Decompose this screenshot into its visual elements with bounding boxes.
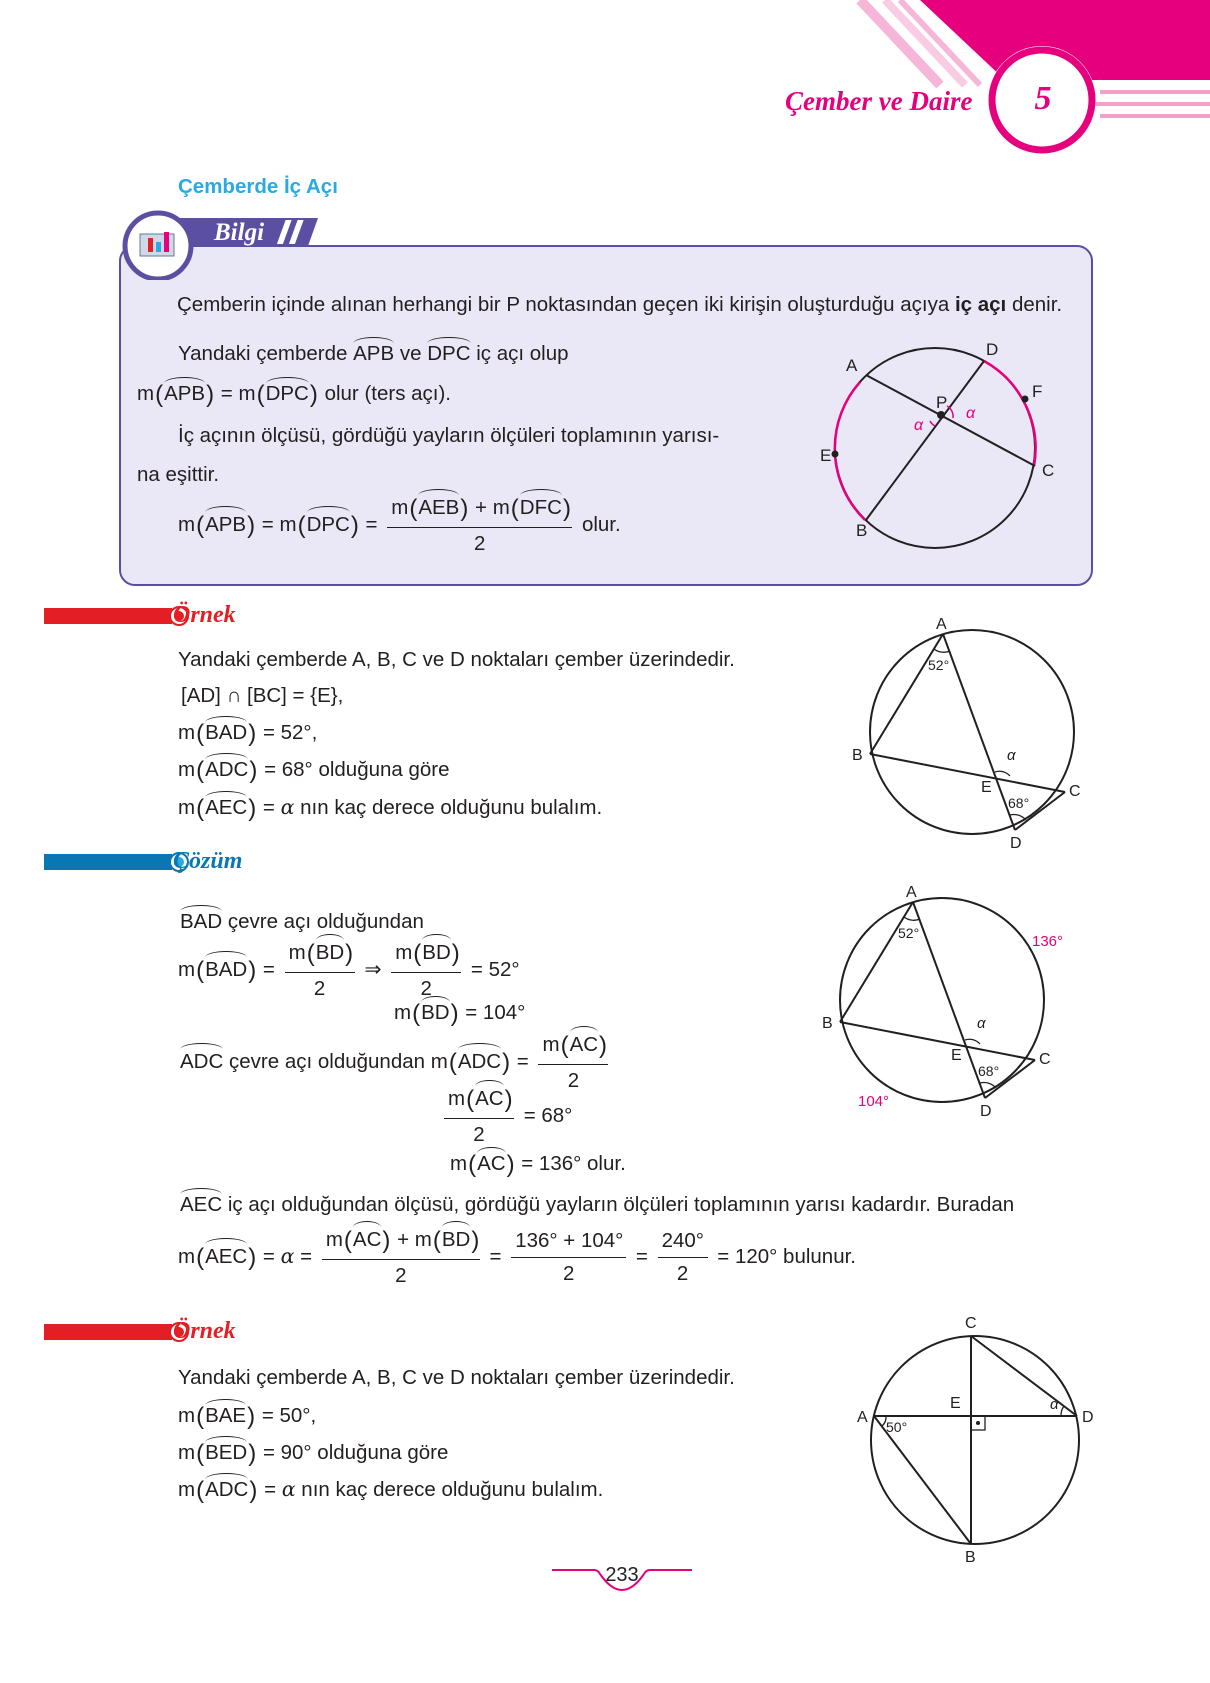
bilgi-diagram-label-alpha1: α	[914, 417, 924, 434]
bilgi-line-5: na eşittir.	[137, 463, 220, 486]
arc-ac-3: AC	[477, 1152, 506, 1175]
arc-aeb: AEB	[418, 496, 460, 519]
ornek2-diagram-label-c: C	[965, 1315, 977, 1332]
bilgi-intro-end: denir.	[1011, 293, 1063, 316]
cozum-line-7	[180, 1195, 1014, 1216]
arc-dpc-2: DPC	[265, 382, 309, 405]
cozum-diagram-label-68: 68°	[978, 1063, 1000, 1079]
arc-bd-2: BD	[422, 941, 451, 964]
cozum-frac-2-den: 2	[420, 976, 432, 1000]
bilgi-l2-post: iç açı olup	[476, 342, 569, 365]
bilgi-diagram-label-b: B	[856, 521, 868, 540]
cozum-frac-6	[511, 1229, 626, 1286]
cozum-frac-7	[658, 1229, 708, 1286]
cozum-diagram-label-b: B	[822, 1015, 833, 1032]
ornek1-bar	[44, 606, 189, 626]
cozum-line-1	[180, 912, 424, 933]
ornek2-diagram-label-alpha: α	[1050, 1396, 1059, 1413]
cozum-diagram	[810, 880, 1100, 1120]
cozum-line-5	[440, 1086, 572, 1147]
cozum-l8-post: = 120° bulunur.	[717, 1245, 856, 1269]
ornek1-diagram-label-52: 52°	[928, 657, 950, 673]
ornek1-diagram-label-e: E	[981, 779, 992, 796]
arc-dpc: DPC	[427, 342, 471, 365]
bilgi-diagram-label-f: F	[1032, 382, 1043, 401]
bilgi-line-4: İç açının ölçüsü, gördüğü yayların ölçüleri toplamının yarısı-	[178, 424, 720, 447]
ornek1-l3-post: = 52°,	[262, 721, 318, 744]
ornek1-line-4: m(ADC) = 68° olduğuna göre	[178, 757, 450, 784]
cozum-line-4: ADC çevre açı olduğundan m(ADC) = $\frac{m(AC)}{2}$	[180, 1032, 608, 1092]
ornek1-diagram-label-alpha: α	[1007, 747, 1016, 764]
ornek1-diagram-label-d: D	[1010, 835, 1022, 852]
ornek1-line-5: m(AEC) = α nın kaç derece olduğunu bulalım.	[178, 795, 603, 822]
cozum-line-2: m(BAD) = $\frac{m(BD)}{2}$ ⇒ $\frac{m(BD)}{2}$ = 52°	[178, 940, 520, 1000]
cozum-frac-5-den: 2	[395, 1263, 407, 1287]
arc-ac: AC	[569, 1033, 599, 1056]
cozum-diagram-label-104: 104°	[858, 1093, 890, 1110]
cozum-diagram-label-a: A	[906, 884, 917, 901]
bilgi-diagram-label-d: D	[986, 340, 999, 359]
cozum-diagram-label-c: C	[1039, 1051, 1051, 1068]
bilgi-l2-pre: Yandaki çemberde	[178, 342, 348, 365]
cozum-l3-post: = 104°	[465, 1001, 526, 1024]
cozum-frac-5: $\frac{m(AC) + m(BD)}{2}$	[322, 1227, 480, 1288]
ornek1-line-3: m(BAD) = 52°,	[178, 720, 318, 747]
bilgi-diagram-label-a: A	[846, 356, 858, 375]
cozum-l2-post: = 52°	[470, 958, 520, 982]
bilgi-formula: m(APB) = m(DPC) = $\frac{\text{m(AEB) + m(DFC)}}{2}$ olur.	[178, 495, 621, 555]
cozum-frac-7-den: 2	[676, 1261, 689, 1285]
cozum-l5-post: = 68°	[523, 1104, 573, 1128]
chapter-title: Çember ve Daire	[785, 86, 973, 116]
arc-bd-3: BD	[421, 1001, 450, 1024]
arc-ac-4: AC	[352, 1228, 382, 1251]
ornek2-line-3: m(BED) = 90° olduğuna göre	[178, 1440, 449, 1467]
arc-bed: BED	[205, 1441, 248, 1464]
arc-bae: BAE	[205, 1404, 247, 1427]
arc-adc: ADC	[205, 758, 249, 781]
arc-dfc: DFC	[519, 496, 562, 519]
cozum-l4-mid: çevre açı olduğundan	[229, 1050, 426, 1074]
cozum-diagram-label-d: D	[980, 1103, 992, 1120]
cozum-diagram-label-52: 52°	[898, 925, 920, 941]
ornek2-l2-post: = 50°,	[261, 1404, 317, 1427]
cozum-frac-6-den: 2	[563, 1261, 575, 1285]
arc-adc-2: ADC	[180, 1050, 224, 1074]
cozum-frac-4-den: 2	[473, 1122, 485, 1146]
ornek1-l5-post: nın kaç derece olduğunu bulalım.	[300, 796, 603, 819]
cozum-frac-1: $\frac{m(BD)}{2}$	[285, 940, 355, 1001]
bilgi-diagram-label-alpha2: α	[966, 405, 976, 422]
ornek1-line-1: Yandaki çemberde A, B, C ve D noktaları çember üzerindedir.	[178, 648, 735, 671]
alpha-symbol-2: α	[280, 1244, 295, 1269]
bilgi-frac-den: 2	[474, 531, 486, 555]
cozum-diagram-label-alpha: α	[977, 1015, 986, 1032]
bilgi-intro-bold: iç açı	[954, 293, 1007, 316]
cozum-line-3: m(BD) = 104°	[394, 1000, 526, 1027]
bilgi-intro	[177, 295, 1062, 316]
ornek2-title: Örnek	[173, 1318, 236, 1344]
cozum-frac-2: $\frac{m(BD)}{2}$	[391, 940, 461, 1001]
arc-dpc-3: DPC	[306, 513, 350, 537]
cozum-line-6: m(AC) = 136° olur.	[450, 1151, 626, 1178]
cozum-l7-post: iç açı olduğundan ölçüsü, gördüğü yayların ölçüleri toplamının yarısı kadardır. Buradan	[227, 1193, 1015, 1216]
cozum-bar	[44, 852, 189, 872]
ornek2-bar	[44, 1322, 189, 1342]
ornek1-line-2: [AD] ∩ [BC] = {E},	[181, 684, 344, 707]
ornek1-diagram-label-b: B	[852, 747, 863, 764]
bilgi-fraction: $\frac{\text{m(AEB) + m(DFC)}}{2}$	[387, 495, 572, 556]
bilgi-diagram-label-e: E	[820, 446, 832, 465]
bilgi-line-3: m(APB) = m(DPC) olur (ters açı).	[137, 381, 452, 408]
implies-arrow: ⇒	[364, 958, 382, 982]
ornek2-diagram-label-b: B	[965, 1549, 976, 1566]
arc-apb-2: APB	[164, 382, 206, 405]
arc-apb: APB	[353, 342, 395, 365]
bilgi-l3-post: olur (ters açı).	[324, 382, 452, 405]
arc-apb-3: APB	[205, 513, 247, 537]
ornek2-diagram	[840, 1312, 1100, 1568]
arc-bad-2: BAD	[180, 910, 223, 933]
cozum-frac-3: $\frac{m(AC)}{2}$	[538, 1032, 608, 1093]
alpha-symbol: α	[280, 795, 295, 819]
ornek2-diagram-label-d: D	[1082, 1409, 1094, 1426]
ornek2-line-1: Yandaki çemberde A, B, C ve D noktaları çember üzerindedir.	[178, 1366, 735, 1389]
bilgi-diagram-label-c: C	[1042, 461, 1055, 480]
ornek2-diagram-label-e: E	[950, 1395, 961, 1412]
arc-bd-4: BD	[441, 1228, 471, 1251]
bilgi-tag-label: Bilgi	[214, 219, 265, 246]
cozum-title: Çözüm	[173, 848, 243, 874]
bilgi-diagram	[810, 340, 1080, 560]
ornek2-line-2: m(BAE) = 50°,	[178, 1403, 317, 1430]
bilgi-diagram-label-p: P	[936, 393, 948, 412]
bilgi-formula-post: olur.	[581, 513, 621, 537]
bilgi-line-2	[178, 344, 569, 365]
ornek1-l4-post: = 68° olduğuna göre	[264, 758, 450, 781]
ornek1-title: Örnek	[173, 602, 236, 628]
arc-adc-3: ADC	[457, 1050, 502, 1074]
cozum-line-8: m(AEC) = α = $\frac{m(AC) + m(BD)}{2}$ = $\frac{136^\circ + 104^\circ}{2}$ = $\frac{240^\circ}{2}$ = 120° bulunur.	[178, 1227, 856, 1287]
ornek2-l4-post: nın kaç derece olduğunu bulalım.	[301, 1478, 604, 1501]
cozum-l1-post: çevre açı olduğundan	[227, 910, 424, 933]
cozum-frac-7-num: 240°	[658, 1229, 708, 1258]
bilgi-l2-ve: ve	[399, 342, 422, 365]
arc-ac-2: AC	[475, 1087, 504, 1110]
cozum-diagram-label-e: E	[951, 1047, 962, 1064]
ornek1-diagram-label-c: C	[1069, 783, 1081, 800]
arc-bd: BD	[315, 941, 345, 964]
cozum-l6-post: = 136° olur.	[521, 1152, 626, 1175]
page-number: 233	[605, 1564, 639, 1586]
arc-adc-4: ADC	[205, 1478, 249, 1501]
alpha-symbol-3: α	[281, 1477, 296, 1501]
section-title: Çemberde İç Açı	[178, 175, 338, 198]
ornek2-diagram-label-a: A	[857, 1409, 868, 1426]
ornek2-l3-post: = 90° olduğuna göre	[262, 1441, 449, 1464]
ornek1-diagram-label-68: 68°	[1008, 795, 1030, 811]
cozum-frac-4: $\frac{m(AC)}{2}$	[444, 1086, 514, 1147]
ornek1-diagram-label-a: A	[936, 616, 947, 633]
cozum-diagram-label-136: 136°	[1032, 933, 1064, 950]
arc-aec-2: AEC	[180, 1193, 223, 1216]
chapter-number: 5	[1034, 80, 1052, 117]
cozum-frac-1-den: 2	[313, 976, 326, 1000]
arc-aec-3: AEC	[205, 1245, 248, 1269]
bilgi-intro-text: Çemberin içinde alınan herhangi bir P noktasından geçen iki kirişin oluşturduğu açıya	[177, 293, 950, 316]
arc-aec: AEC	[205, 796, 248, 819]
ornek2-diagram-label-50: 50°	[886, 1419, 908, 1435]
cozum-frac-6-num: 136° + 104°	[511, 1229, 626, 1258]
arc-bad-3: BAD	[205, 958, 248, 982]
arc-bad: BAD	[205, 721, 248, 744]
ornek2-line-4: m(ADC) = α nın kaç derece olduğunu bulalım.	[178, 1477, 604, 1504]
ornek1-diagram	[840, 612, 1100, 852]
cozum-frac-3-den: 2	[567, 1068, 580, 1092]
